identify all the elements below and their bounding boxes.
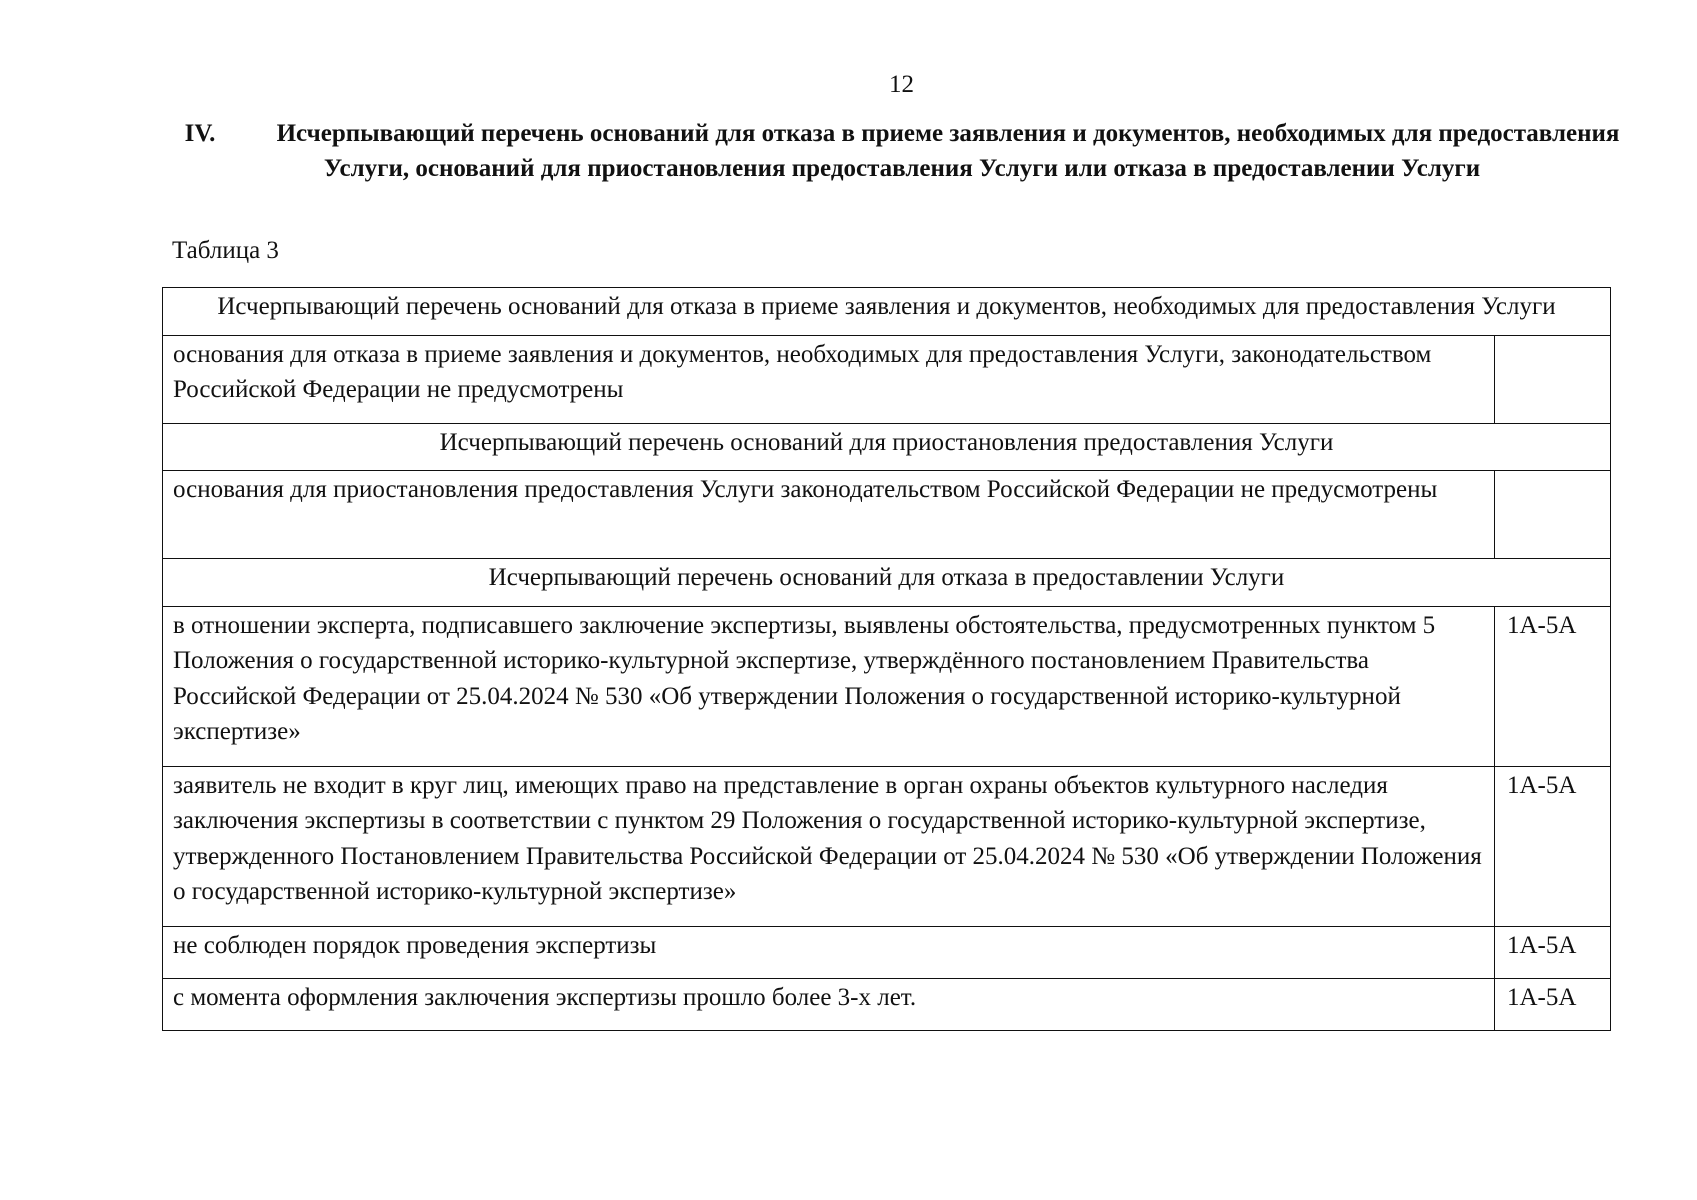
table-section-row <box>163 423 1611 471</box>
ground-text-cell: с момента оформления заключения экспертизы прошло более 3-х лет. <box>163 978 1495 1030</box>
section-title: Исчерпывающий перечень оснований для отказа в приеме заявления и документов, необходимых для предоставления Услуги, оснований для приостановления предоставления Услуги или отказа в предоставлении Услуги <box>276 120 1620 182</box>
table-row <box>163 471 1611 559</box>
ground-text-cell: заявитель не входит в круг лиц, имеющих право на представление в орган охраны объектов культурного наследия заключения экспертизы в соответствии с пунктом 29 Положения о государственной историко-культурной экспертизе, утвержденного Постановлением Правительства Российской Федерации от 25.04.2024 № 530 «Об утверждении Положения о государственной историко-культурной экспертизе» <box>163 766 1495 926</box>
table-section-row <box>163 288 1611 336</box>
ground-text-cell: основания для отказа в приеме заявления и документов, необходимых для предоставления Услуги, законодательством Российской Федерации не предусмотрены <box>163 335 1495 423</box>
ground-code-cell <box>1495 471 1611 559</box>
table-row <box>163 766 1611 926</box>
table-row <box>163 978 1611 1030</box>
ground-code-cell: 1А-5А <box>1495 766 1611 926</box>
ground-code-cell: 1А-5А <box>1495 978 1611 1030</box>
table-section-row <box>163 559 1611 607</box>
table-section-heading: Исчерпывающий перечень оснований для отказа в предоставлении Услуги <box>163 559 1611 607</box>
ground-text-cell: не соблюден порядок проведения экспертизы <box>163 926 1495 978</box>
section-heading <box>176 116 1628 186</box>
table-section-heading: Исчерпывающий перечень оснований для приостановления предоставления Услуги <box>163 423 1611 471</box>
section-roman-numeral: IV. <box>184 120 216 147</box>
table-row <box>163 926 1611 978</box>
ground-code-cell: 1А-5А <box>1495 606 1611 766</box>
table-row <box>163 606 1611 766</box>
ground-code-cell <box>1495 335 1611 423</box>
ground-code-cell: 1А-5А <box>1495 926 1611 978</box>
table-caption: Таблица 3 <box>172 237 279 264</box>
ground-text-cell: основания для приостановления предоставления Услуги законодательством Российской Федерации не предусмотрены <box>163 471 1495 559</box>
table-row <box>163 335 1611 423</box>
ground-text-cell: в отношении эксперта, подписавшего заключение экспертизы, выявлены обстоятельства, предусмотренных пунктом 5 Положения о государственной историко-культурной экспертизе, утверждённого постановлением Правительства Российской Федерации от 25.04.2024 № 530 «Об утверждении Положения о государственной историко-культурной экспертизе» <box>163 606 1495 766</box>
table-section-heading: Исчерпывающий перечень оснований для отказа в приеме заявления и документов, необходимых для предоставления Услуги <box>163 288 1611 336</box>
page-number: 12 <box>889 71 914 98</box>
grounds-table <box>162 287 1611 1031</box>
